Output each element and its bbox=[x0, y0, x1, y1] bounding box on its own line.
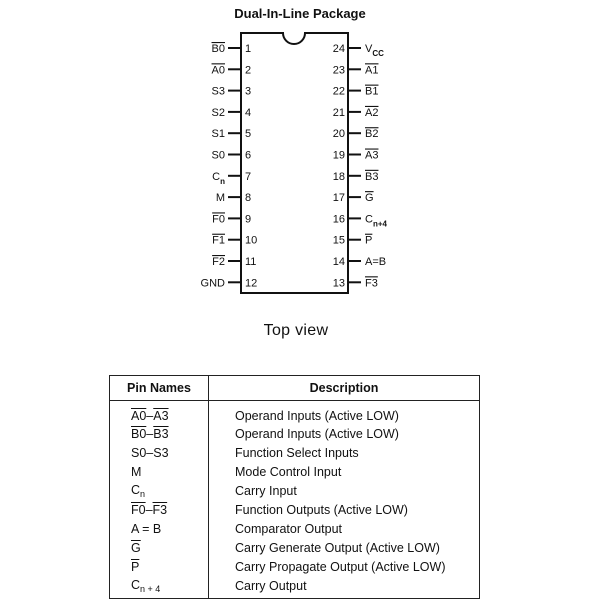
pin-name-label: B1 bbox=[365, 85, 379, 98]
table-row bbox=[110, 557, 480, 576]
pin-23 bbox=[333, 64, 379, 76]
pin-number: 14 bbox=[332, 256, 345, 268]
pin-name-label: A=B bbox=[365, 256, 387, 268]
pin-name-label: M bbox=[215, 192, 225, 205]
pin-name-label: A2 bbox=[365, 106, 379, 119]
pin-name-label: P bbox=[365, 234, 373, 247]
pin-number: 13 bbox=[332, 277, 345, 290]
pin-18 bbox=[333, 171, 379, 183]
pin-name-cell: $C_{n + 4}$ bbox=[110, 576, 209, 599]
pin-name-label: $V_{CC}$ bbox=[365, 43, 384, 58]
pin-24 bbox=[333, 43, 384, 58]
pin-6 bbox=[212, 150, 252, 162]
pin-16 bbox=[333, 213, 388, 228]
pin-name-label: S0 bbox=[211, 149, 225, 162]
pin-description-cell: Function Outputs (Active LOW) bbox=[235, 502, 408, 517]
table-row bbox=[110, 519, 480, 538]
pin-number: 18 bbox=[332, 170, 345, 183]
table-header-row bbox=[110, 376, 480, 401]
pin-name-label: S1 bbox=[211, 128, 225, 141]
pin-number: 19 bbox=[332, 149, 345, 162]
pin-name-cell: $C_n$ bbox=[110, 481, 209, 500]
pin-description-cell: Function Select Inputs bbox=[235, 445, 359, 460]
table-row bbox=[110, 500, 480, 519]
pin-1 bbox=[212, 43, 252, 55]
pin-17 bbox=[333, 192, 374, 204]
pin-name-cell: B0–B3 bbox=[110, 424, 209, 443]
pin-number: 3 bbox=[245, 85, 252, 98]
pin-number: 17 bbox=[332, 192, 345, 205]
pin-name-cell: A = B bbox=[110, 519, 209, 538]
pin-19 bbox=[333, 150, 379, 162]
pin-4 bbox=[212, 107, 252, 119]
pin-name-cell: S0–S3 bbox=[110, 443, 209, 462]
pin-name-cell: $\overline{G}$ bbox=[110, 538, 209, 557]
pin-description-cell: Comparator Output bbox=[235, 521, 342, 536]
pin-number: 1 bbox=[245, 43, 252, 55]
pin-number: 7 bbox=[245, 170, 252, 183]
pin-number: 22 bbox=[332, 85, 345, 98]
pin-description-cell: Operand Inputs (Active LOW) bbox=[235, 408, 399, 423]
pin-7 bbox=[212, 171, 251, 186]
pin-number: 10 bbox=[245, 234, 258, 247]
pin-name-label: F0 bbox=[212, 213, 225, 226]
pin-name-label: $C_{n+4}$ bbox=[365, 213, 387, 229]
pin-number: 8 bbox=[245, 192, 252, 205]
right-pin-column bbox=[333, 43, 388, 289]
pin-name-label: $C_n$ bbox=[212, 170, 225, 186]
pin-number: 6 bbox=[245, 149, 252, 162]
left-pin-column bbox=[201, 43, 258, 289]
pin-name-label: S3 bbox=[211, 85, 225, 98]
pin-number: 24 bbox=[332, 43, 345, 55]
top-view-label: Top view bbox=[263, 322, 329, 339]
pin-name-label: S2 bbox=[211, 106, 225, 119]
pin-description-cell: Carry Input bbox=[235, 483, 297, 498]
pin-number: 15 bbox=[332, 234, 345, 247]
pin-number: 21 bbox=[332, 106, 345, 119]
package-title: Dual-In-Line Package bbox=[234, 6, 366, 21]
pin-number: 16 bbox=[332, 213, 345, 226]
pin-number: 12 bbox=[245, 277, 258, 290]
pin-13 bbox=[333, 277, 378, 289]
pin-3 bbox=[212, 86, 252, 98]
pin-name-label: A0 bbox=[211, 64, 225, 77]
pin-description-cell: Carry Generate Output (Active LOW) bbox=[235, 540, 440, 555]
pin-20 bbox=[333, 128, 379, 140]
pin-name-label: F2 bbox=[212, 256, 225, 268]
pin-2 bbox=[212, 64, 252, 76]
pin-name-label: F3 bbox=[365, 277, 378, 290]
pin-12 bbox=[201, 277, 258, 289]
table-row bbox=[110, 576, 480, 599]
pin-number: 2 bbox=[245, 64, 252, 77]
pin-11 bbox=[212, 256, 256, 268]
pin-5 bbox=[212, 128, 252, 140]
pin-21 bbox=[333, 107, 379, 119]
pin-number: 23 bbox=[332, 64, 345, 77]
pin-number: 5 bbox=[245, 128, 252, 141]
header-description: Description bbox=[209, 376, 480, 401]
pin-name-label: B3 bbox=[365, 170, 379, 183]
pin-number: 9 bbox=[245, 213, 252, 226]
pin-name-label: GND bbox=[200, 277, 225, 290]
table-row bbox=[110, 424, 480, 443]
table-body bbox=[110, 401, 480, 599]
table-row bbox=[110, 481, 480, 500]
pin-number: 4 bbox=[245, 106, 252, 119]
pin-number: 20 bbox=[332, 128, 345, 141]
pin-name-label: A1 bbox=[365, 64, 379, 77]
pin-14 bbox=[333, 256, 386, 268]
pin-name-cell: A0–A3 bbox=[110, 401, 209, 425]
pin-description-cell: Carry Output bbox=[235, 578, 307, 593]
table-row bbox=[110, 443, 480, 462]
pin-9 bbox=[212, 213, 251, 225]
table-row bbox=[110, 462, 480, 481]
pin-8 bbox=[216, 192, 251, 204]
pin-name-cell: $\overline{P}$ bbox=[110, 557, 209, 576]
header-pin-names: Pin Names bbox=[110, 376, 209, 401]
pin-name-label: A3 bbox=[365, 149, 379, 162]
table-row bbox=[110, 401, 480, 425]
pin-name-cell: F0–F3 bbox=[110, 500, 209, 519]
pin-name-label: G bbox=[365, 192, 374, 205]
pin-name-cell: M bbox=[110, 462, 209, 481]
pin-description-cell: Mode Control Input bbox=[235, 464, 342, 479]
pin-names-table bbox=[109, 375, 480, 599]
pin-15 bbox=[333, 235, 373, 247]
pin-number: 11 bbox=[245, 256, 257, 268]
pin-description-cell: Operand Inputs (Active LOW) bbox=[235, 426, 399, 441]
pin-description-cell: Carry Propagate Output (Active LOW) bbox=[235, 559, 446, 574]
pin-name-label: B0 bbox=[211, 43, 225, 55]
table-row bbox=[110, 538, 480, 557]
pin-name-label: B2 bbox=[365, 128, 379, 141]
pin-22 bbox=[333, 86, 379, 98]
pin-name-label: F1 bbox=[212, 234, 225, 247]
pin-10 bbox=[212, 235, 257, 247]
